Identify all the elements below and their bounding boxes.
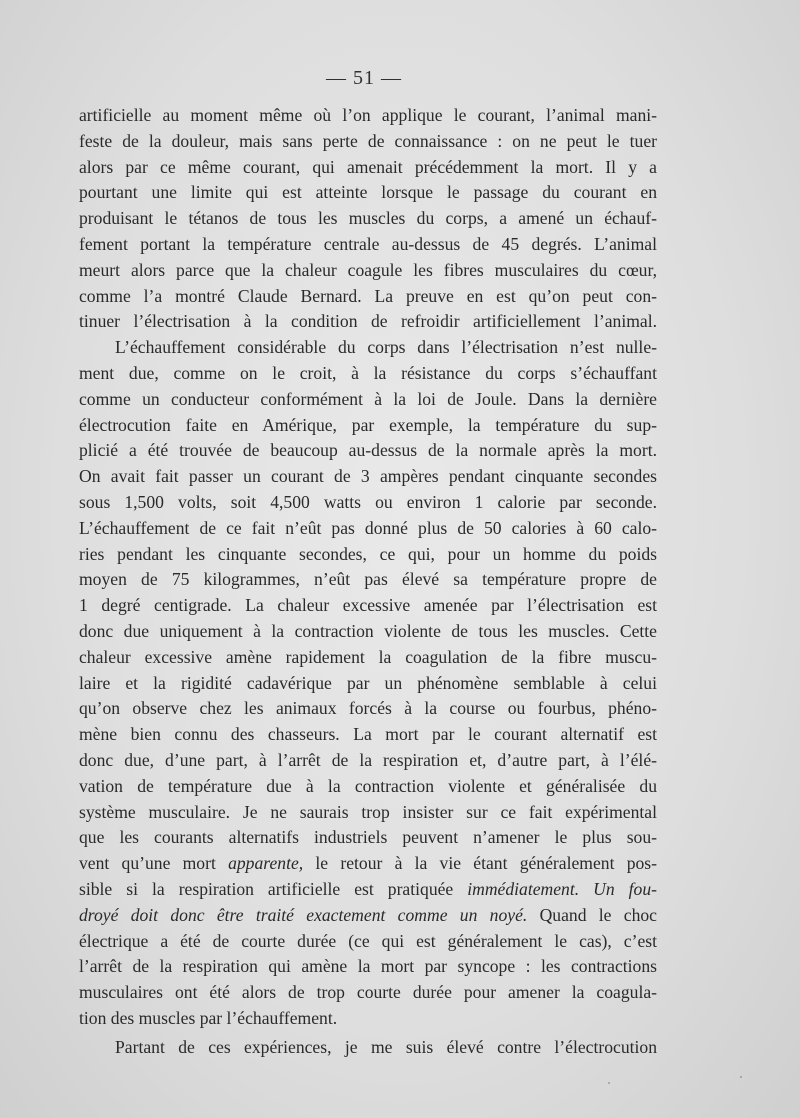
text-line: que les courants alternatifs industriels peuvent n’amener le plus sou- [79,827,657,848]
paper-speck [608,1082,610,1084]
text-line [79,851,657,877]
text-line [79,877,657,903]
body-text [79,103,657,1060]
text-line: meurt alors parce que la chaleur coagule les fibres musculaires du cœur, [79,259,657,280]
text-line: plicié a été trouvée de beaucoup au-dessus de la normale après la mort. [79,440,657,461]
text-line: ment due, comme on le croit, à la résistance du corps s’échauffant [79,362,657,383]
text-line: produisant le tétanos de tous les muscles du corps, a amené un échauf- [79,208,657,229]
text-line: Partant de ces expériences, je me suis élevé contre l’électrocution [115,1036,657,1057]
text-line: alors par ce même courant, qui amenait précédemment la mort. Il y a [79,156,657,177]
text-run: vent qu’une mort [79,853,229,874]
text-line: électrocution faite en Amérique, par exemple, la température du sup- [79,414,657,435]
emphasis-text: immédiatement. Un fou- [467,878,657,899]
text-line: L’échauffement considérable du corps dans l’électrisation n’est nulle- [115,337,657,358]
paper-speck [740,1076,742,1078]
text-line: fement portant la température centrale au-dessus de 45 degrés. L’animal [79,233,657,254]
text-run: Quand le choc [527,904,657,925]
text-line: chaleur excessive amène rapidement la coagulation de la fibre muscu- [79,646,657,667]
text-line: laire et la rigidité cadavérique par un phénomène semblable à celui [79,672,657,693]
paragraph-2 [79,335,657,1032]
text-line: comme un conducteur conformément à la loi de Joule. Dans la dernière [79,388,657,409]
text-line: On avait fait passer un courant de 3 ampères pendant cinquante secondes [79,466,657,487]
text-line: musculaires ont été alors de trop courte durée pour amener la coagula- [79,982,657,1003]
text-line: vation de température due à la contraction violente et généralisée du [79,775,657,796]
text-line: électrique a été de courte durée (ce qui est généralement le cas), c’est [79,930,657,951]
text-line: feste de la douleur, mais sans perte de connaissance : on ne peut le tuer [79,130,657,151]
text-line: qu’on observe chez les animaux forcés à la course ou fourbus, phéno- [79,698,657,719]
text-line: système musculaire. Je ne saurais trop insister sur ce fait expérimental [79,801,657,822]
paragraph-3 [79,1035,657,1061]
text-line: ries pendant les cinquante secondes, ce qui, pour un homme du poids [79,543,657,564]
text-line: moyen de 75 kilogrammes, n’eût pas élevé sa température propre de [79,569,657,590]
text-line: artificielle au moment même où l’on applique le courant, l’animal mani- [79,105,657,125]
text-run: le retour à la vie étant généralement pos- [303,853,657,874]
text-line: pourtant une limite qui est atteinte lorsque le passage du courant en [79,182,657,203]
text-line: tinuer l’électrisation à la condition de refroidir artificiellement l’animal. [79,311,657,332]
text-line: sous 1,500 volts, soit 4,500 watts ou environ 1 calorie par seconde. [79,491,657,512]
text-line: 1 degré centigrade. La chaleur excessive amenée par l’électrisation est [79,595,657,616]
paragraph-1 [79,103,657,335]
text-line: tion des muscles par l’échauffement. [79,1007,338,1028]
page-number: — 51 — [326,67,402,89]
text-line: mène bien connu des chasseurs. La mort par le courant alternatif est [79,724,657,745]
text-line: donc due, d’une part, à l’arrêt de la respiration et, d’autre part, à l’élé- [79,749,657,770]
text-line: l’arrêt de la respiration qui amène la mort par syncope : les contractions [79,956,657,977]
emphasis-text: apparente, [228,853,304,874]
text-line: L’échauffement de ce fait n’eût pas donné plus de 50 calories à 60 calo- [79,517,657,538]
text-line: comme l’a montré Claude Bernard. La preuve en est qu’on peut con- [79,285,657,306]
text-run: sible si la respiration artificielle est pratiquée [79,878,468,899]
text-line: donc due uniquement à la contraction violente de tous les muscles. Cette [79,620,657,641]
text-line [79,903,657,929]
emphasis-text: droyé doit donc être traité exactement comme un noyé. [79,904,528,925]
